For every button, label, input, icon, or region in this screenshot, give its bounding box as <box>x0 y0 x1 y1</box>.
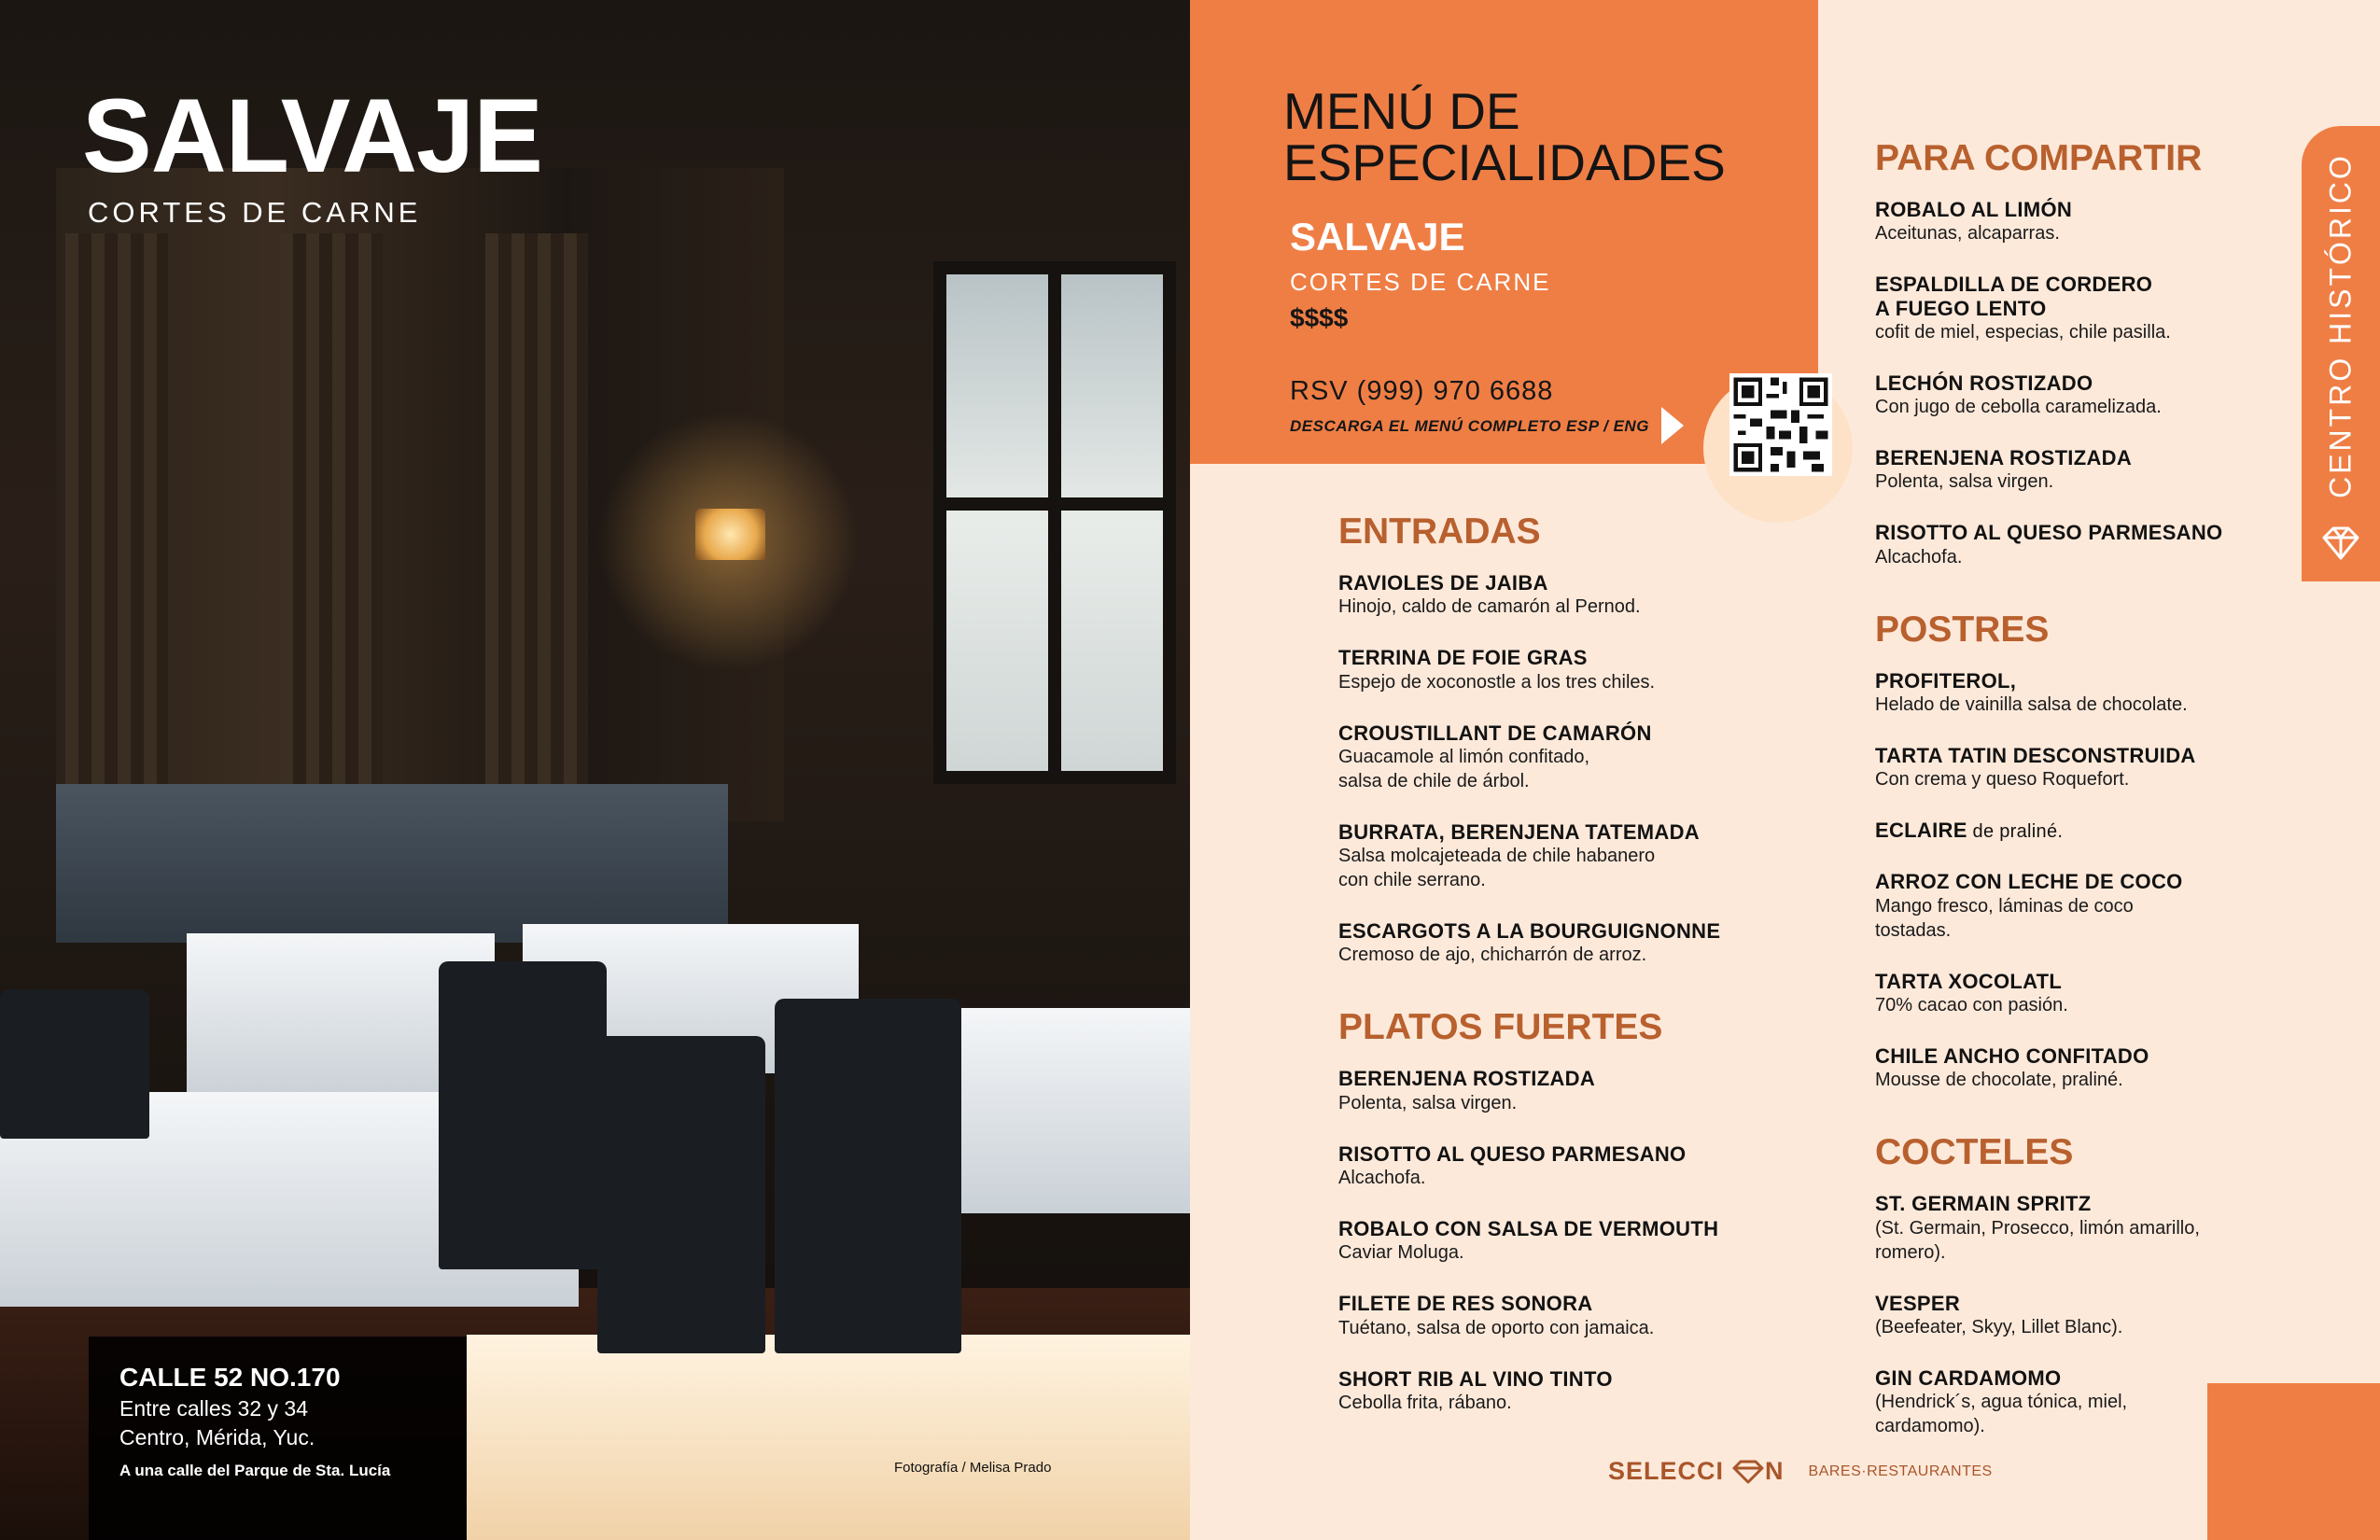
item-name: RAVIOLES DE JAIBA <box>1338 571 1548 595</box>
item-name: ESCARGOTS A LA BOURGUIGNONNE <box>1338 919 1721 944</box>
menu-item <box>1338 571 1768 619</box>
menu-item <box>1875 819 2286 843</box>
photo-banquette <box>56 784 728 943</box>
menu-item <box>1875 669 2286 717</box>
section-platos-fuertes: PLATOS FUERTES <box>1338 1007 1663 1048</box>
wall-lamp <box>695 509 765 560</box>
item-name: TARTA TATIN DESCONSTRUIDA <box>1875 744 2196 768</box>
item-name: BERENJENA ROSTIZADA <box>1875 446 2133 470</box>
menu-column-right <box>1875 138 2286 1465</box>
menu-item-inline <box>1875 819 2286 843</box>
corner-accent <box>2207 1383 2380 1540</box>
side-tab-label: CENTRO HISTÓRICO <box>2323 153 2358 498</box>
item-desc: Salsa molcajeteada de chile habanero <box>1338 846 1656 867</box>
item-name: SHORT RIB AL VINO TINTO <box>1338 1366 1613 1391</box>
item-name: GIN CARDAMOMO <box>1875 1365 2062 1390</box>
item-name: A FUEGO LENTO <box>1875 296 2047 320</box>
item-desc: Polenta, salsa virgen. <box>1338 1092 1518 1113</box>
item-name: BURRATA, BERENJENA TATEMADA <box>1338 819 1700 844</box>
item-desc: Con crema y queso Roquefort. <box>1875 769 2130 791</box>
logo-tagline: BARES·RESTAURANTES <box>1808 1463 1993 1479</box>
menu-title <box>1283 82 1726 191</box>
menu-item <box>1338 820 1768 892</box>
menu-item <box>1875 1292 2286 1339</box>
item-desc: salsa de chile de árbol. <box>1338 770 1530 791</box>
logo-text: SELECCI <box>1608 1457 1725 1485</box>
item-desc: Cebolla frita, rábano. <box>1338 1392 1512 1413</box>
address-city: Centro, Mérida, Yuc. <box>119 1425 315 1449</box>
item-desc: Espejo de xoconostle a los tres chiles. <box>1338 671 1656 693</box>
item-name: FILETE DE RES SONORA <box>1338 1292 1593 1316</box>
photo-credit: Fotografía / Melisa Prado <box>894 1460 1052 1476</box>
item-desc: Mango fresco, láminas de coco <box>1875 895 2134 917</box>
item-name: ST. GERMAIN SPRITZ <box>1875 1192 2092 1216</box>
menu-column-left <box>1338 511 1768 1442</box>
item-name: VESPER <box>1875 1291 1961 1315</box>
download-menu-link[interactable]: DESCARGA EL MENÚ COMPLETO ESP / ENG <box>1290 417 1649 435</box>
qr-code-icon[interactable] <box>1729 373 1832 476</box>
reservation-phone[interactable]: RSV (999) 970 6688 <box>1290 376 1554 406</box>
restaurant-subtitle: CORTES DE CARNE <box>1290 268 1551 296</box>
photo-chair <box>597 1036 765 1353</box>
item-desc: (Hendrick´s, agua tónica, miel, <box>1875 1392 2128 1413</box>
item-desc: Guacamole al limón confitado, <box>1338 746 1590 767</box>
item-desc: Aceitunas, alcaparras. <box>1875 223 2060 245</box>
address-between: Entre calles 32 y 34 <box>119 1396 309 1421</box>
photo-chair <box>0 989 149 1139</box>
menu-item <box>1338 1142 1768 1190</box>
item-desc: Caviar Moluga. <box>1338 1242 1464 1264</box>
menu-item <box>1875 446 2286 494</box>
menu-item <box>1875 970 2286 1017</box>
item-name: ECLAIRE <box>1875 819 1967 843</box>
item-name: TARTA XOCOLATL <box>1875 969 2063 993</box>
section-cocteles: COCTELES <box>1875 1132 2074 1173</box>
photo-chair <box>775 999 961 1353</box>
item-desc: Con jugo de cebolla caramelizada. <box>1875 397 2162 418</box>
address-box <box>89 1337 467 1540</box>
side-tab-centro-historico <box>2302 126 2380 581</box>
menu-item <box>1875 273 2286 344</box>
section-entradas: ENTRADAS <box>1338 511 1541 552</box>
menu-item <box>1875 521 2286 568</box>
address-note: A una calle del Parque de Sta. Lucía <box>119 1462 391 1479</box>
item-name: ROBALO CON SALSA DE VERMOUTH <box>1338 1217 1719 1241</box>
section-para-compartir: PARA COMPARTIR <box>1875 138 2203 178</box>
item-name: RISOTTO AL QUESO PARMESANO <box>1875 521 2223 545</box>
seleccion-logo <box>1608 1457 1993 1486</box>
item-name: RISOTTO AL QUESO PARMESANO <box>1338 1141 1687 1166</box>
logo-text-end: N <box>1765 1457 1785 1485</box>
item-desc: 70% cacao con pasión. <box>1875 994 2068 1015</box>
menu-title-line2: ESPECIALIDADES <box>1283 133 1726 191</box>
brand-subtitle: CORTES DE CARNE <box>88 196 422 229</box>
item-desc: Alcachofa. <box>1875 546 1963 567</box>
menu-item <box>1338 1367 1768 1415</box>
price-level: $$$$ <box>1290 303 1349 332</box>
item-name: PROFITEROL, <box>1875 668 2017 693</box>
restaurant-name: SALVAJE <box>1290 215 1465 259</box>
item-desc: Mousse de chocolate, praliné. <box>1875 1070 2123 1091</box>
menu-title-line1: MENÚ DE <box>1283 82 1520 140</box>
item-desc: Cremoso de ajo, chicharrón de arroz. <box>1338 945 1647 966</box>
menu-item <box>1875 371 2286 419</box>
item-name: TERRINA DE FOIE GRAS <box>1338 646 1588 670</box>
item-desc: (Beefeater, Skyy, Lillet Blanc). <box>1875 1316 2123 1337</box>
item-desc: con chile serrano. <box>1338 870 1486 891</box>
photo-table <box>467 1335 1190 1540</box>
item-desc: cofit de miel, especias, chile pasilla. <box>1875 321 2171 343</box>
menu-item <box>1875 1044 2286 1092</box>
menu-item <box>1875 870 2286 942</box>
menu-item <box>1338 721 1768 793</box>
menu-item <box>1875 1192 2286 1264</box>
item-name: ROBALO AL LIMÓN <box>1875 198 2073 221</box>
arrow-right-icon <box>1661 407 1684 444</box>
item-desc: Tuétano, salsa de oporto con jamaica. <box>1338 1317 1655 1338</box>
item-desc: Polenta, salsa virgen. <box>1875 471 2054 493</box>
item-desc: Hinojo, caldo de camarón al Pernod. <box>1338 596 1641 618</box>
menu-item <box>1875 744 2286 791</box>
item-desc: Helado de vainilla salsa de chocolate. <box>1875 694 2188 716</box>
photo-curtain <box>65 233 168 812</box>
menu-item <box>1338 1067 1768 1114</box>
item-name: ARROZ CON LECHE DE COCO <box>1875 870 2183 894</box>
item-name: CHILE ANCHO CONFITADO <box>1875 1043 2149 1068</box>
gem-icon <box>1731 1459 1765 1485</box>
menu-item <box>1338 919 1768 967</box>
item-name: ESPALDILLA DE CORDERO <box>1875 273 2153 297</box>
photo-table <box>933 1008 1190 1213</box>
menu-item <box>1875 198 2286 245</box>
photo-curtain <box>485 233 588 812</box>
item-desc: cardamomo). <box>1875 1416 1985 1437</box>
menu-item <box>1338 646 1768 693</box>
section-postres: POSTRES <box>1875 609 2050 650</box>
item-desc: romero). <box>1875 1241 1946 1263</box>
photo-window <box>933 261 1176 784</box>
menu-header <box>1190 0 1818 464</box>
gem-icon <box>2320 523 2361 564</box>
item-name: BERENJENA ROSTIZADA <box>1338 1067 1596 1091</box>
brand-name: SALVAJE <box>82 77 542 194</box>
item-desc: de praliné. <box>1967 821 2064 843</box>
item-name: LECHÓN ROSTIZADO <box>1875 371 2093 395</box>
photo-curtain <box>280 233 383 812</box>
item-desc: (St. Germain, Prosecco, limón amarillo, <box>1875 1217 2200 1239</box>
item-desc: tostadas. <box>1875 919 1952 941</box>
item-name: CROUSTILLANT DE CAMARÓN <box>1338 721 1652 745</box>
photo-chair <box>439 961 607 1269</box>
item-desc: Alcachofa. <box>1338 1168 1426 1189</box>
address-street: CALLE 52 NO.170 <box>119 1363 341 1392</box>
menu-item <box>1338 1217 1768 1265</box>
menu-item <box>1338 1292 1768 1339</box>
brand-logo <box>82 77 542 230</box>
